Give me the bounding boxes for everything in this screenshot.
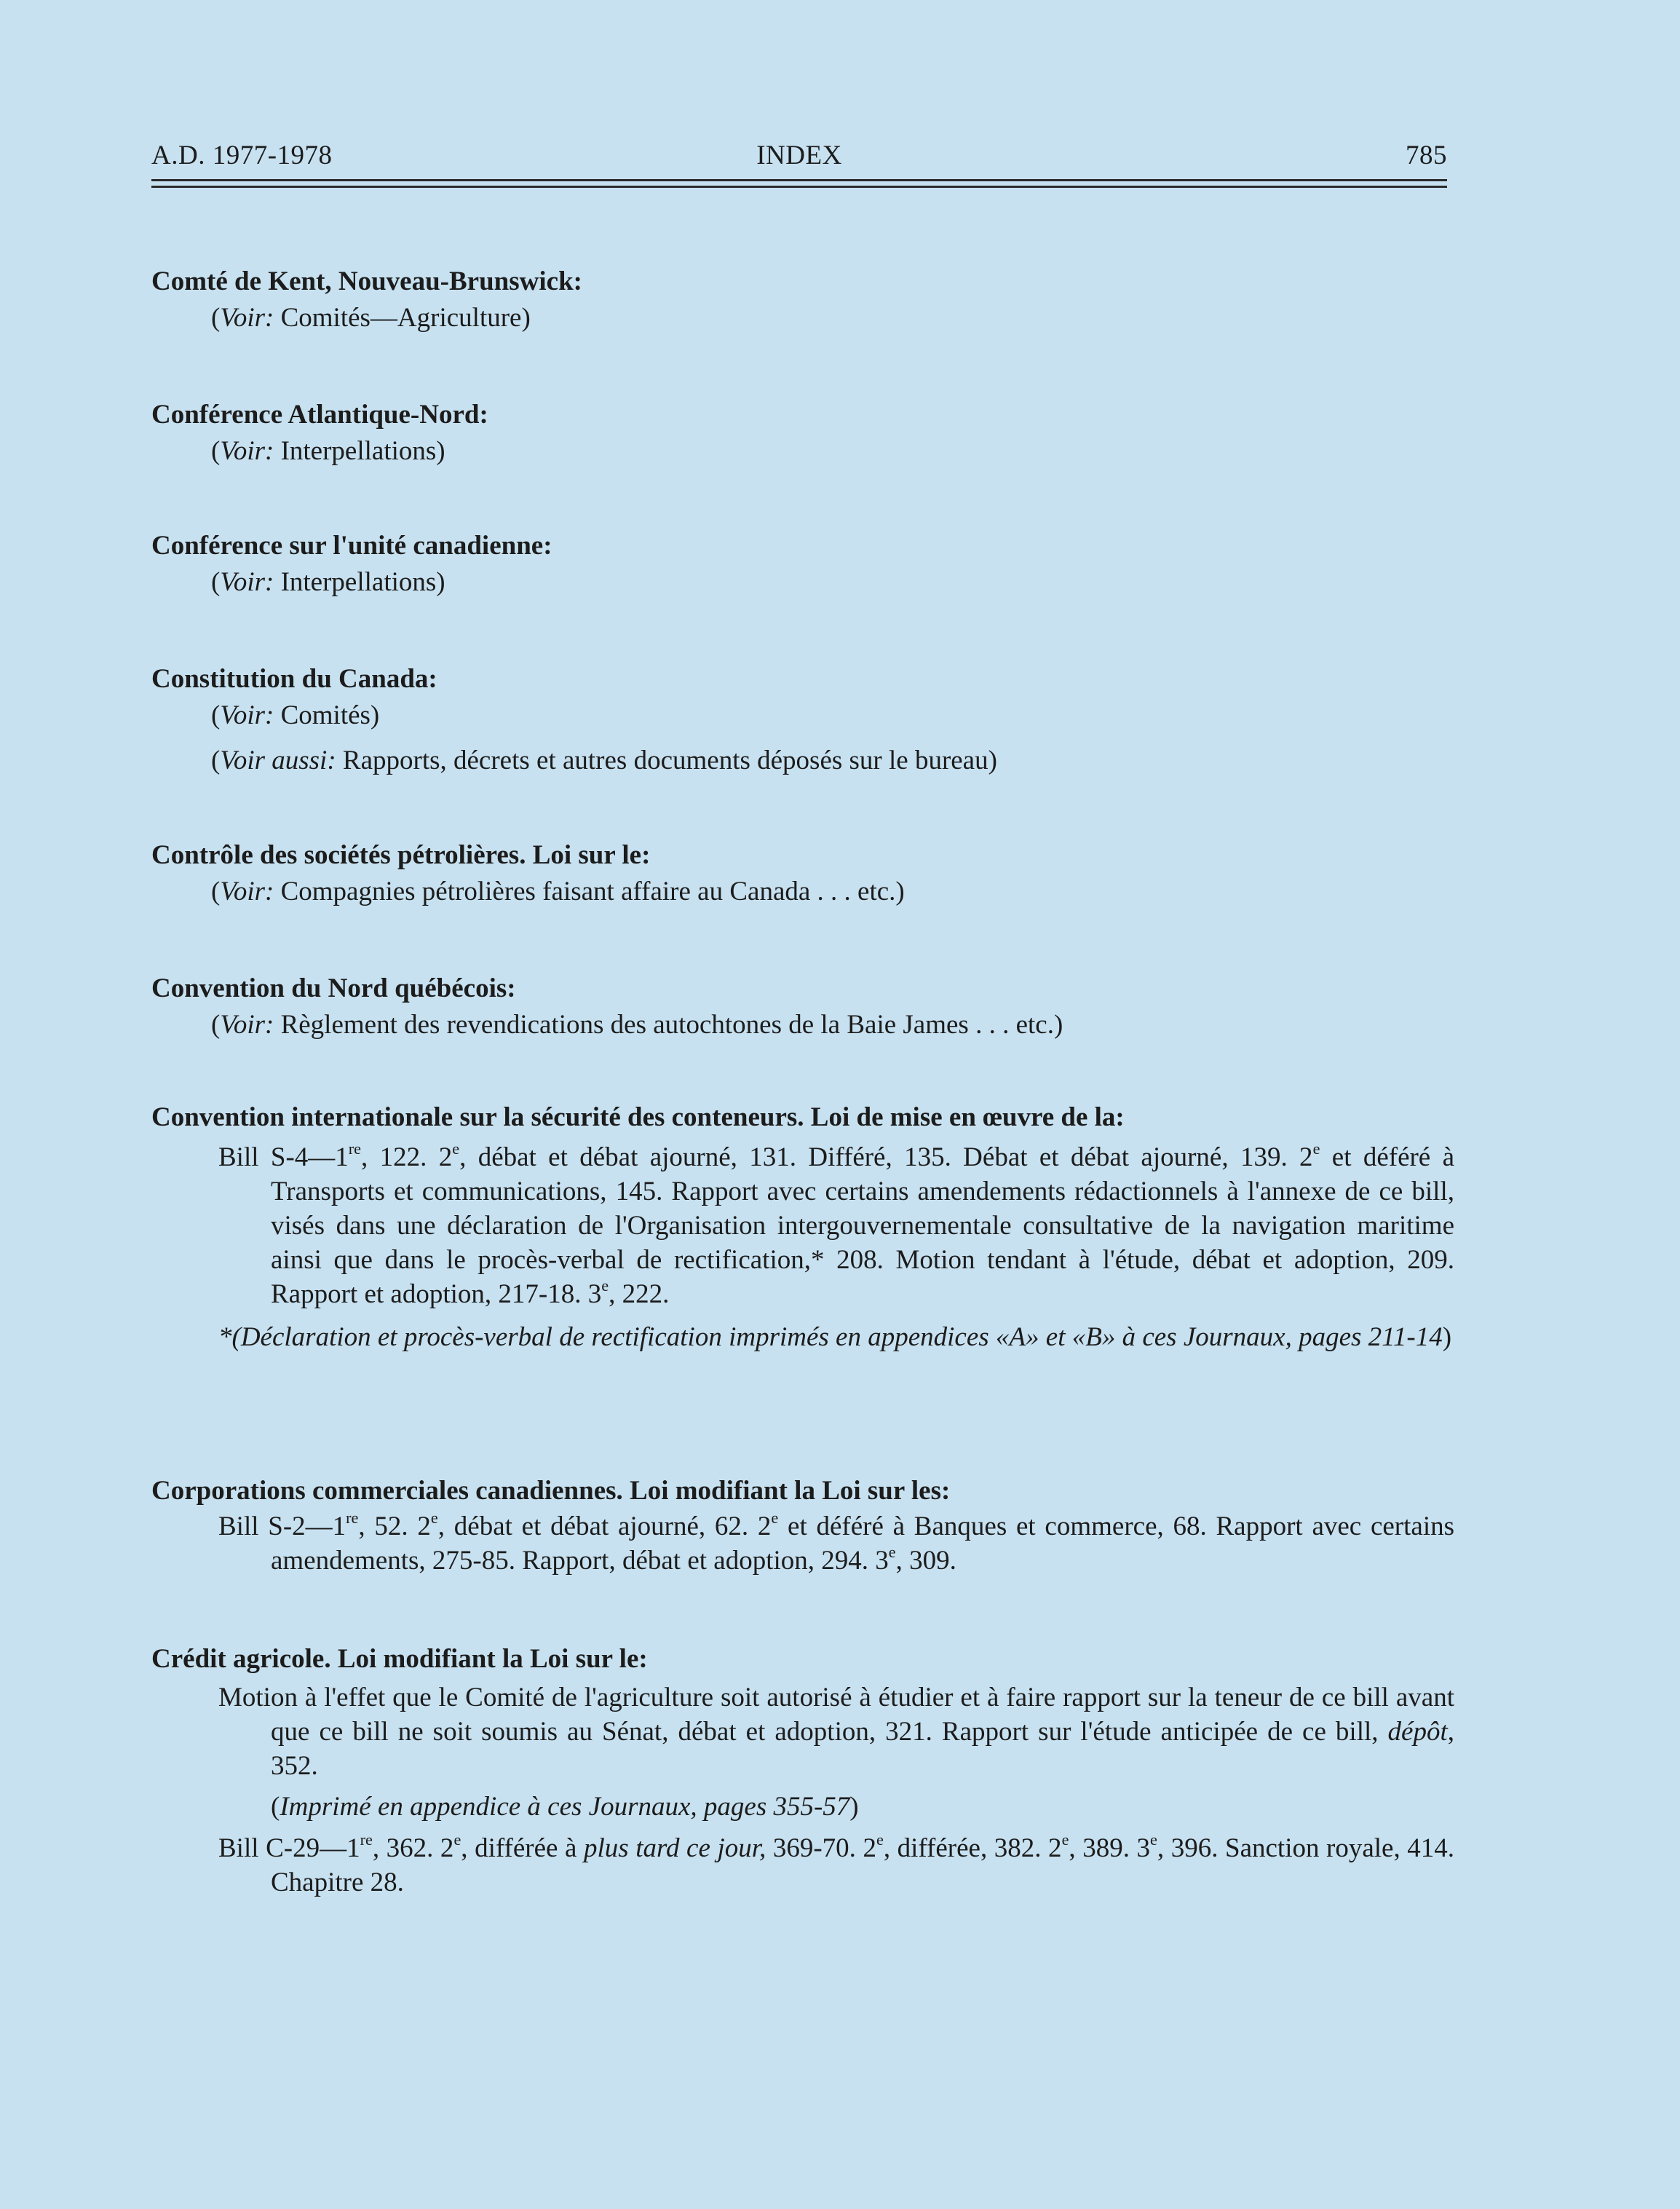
- see-reference: (Voir: Interpellations): [211, 436, 445, 466]
- index-entry-kent: [151, 264, 1454, 336]
- motion-history: Motion à l'effet que le Comité de l'agriculture soit autorisé à étudier et à faire rapport sur la teneur de ce bill avant que ce bill ne soit soumis au Sénat, débat et adoption, 321. Rapport sur l'étude anticipée de ce bill, dépôt, 352.: [218, 1683, 1454, 1781]
- page-number: 785: [1406, 141, 1447, 170]
- header-years: A.D. 1977-1978: [151, 141, 333, 170]
- see-reference: (Voir: Règlement des revendications des autochtones de la Baie James . . . etc.): [211, 1010, 1063, 1040]
- see-reference: (Voir: Comités): [211, 700, 380, 730]
- see-reference: (Voir: Compagnies pétrolières faisant affaire au Canada . . . etc.): [211, 877, 905, 906]
- index-entry-unite: [151, 528, 1454, 601]
- index-entry-conteneurs: [151, 1099, 1454, 1354]
- appendix-note: (Imprimé en appendice à ces Journaux, pages 355-57): [271, 1792, 859, 1822]
- page-header: [151, 140, 1447, 175]
- bill-history: Bill S-2—1re, 52. 2e, débat et débat ajourné, 62. 2e et déféré à Banques et commerce, 68. Rapport avec certains amendements, 275-85. Rapport, débat et adoption, 294. 3e, 309.: [218, 1509, 1455, 1576]
- header-title: INDEX: [756, 141, 842, 170]
- index-entry-controle: [151, 837, 1454, 910]
- see-reference: (Voir: Comités—Agriculture): [211, 303, 531, 333]
- entry-heading: Comté de Kent, Nouveau-Brunswick:: [151, 266, 582, 296]
- entry-heading: Convention internationale sur la sécurité des conteneurs. Loi de mise en œuvre de la:: [151, 1102, 1125, 1132]
- footnote: *(Déclaration et procès-verbal de rectification imprimés en appendices «A» et «B» à ces Journaux, pages 211-14): [218, 1322, 1452, 1352]
- entry-heading: Constitution du Canada:: [151, 664, 437, 694]
- entry-heading: Conférence Atlantique-Nord:: [151, 400, 488, 430]
- index-entry-credit: [151, 1641, 1454, 1900]
- see-also-reference: (Voir aussi: Rapports, décrets et autres documents déposés sur le bureau): [211, 746, 997, 775]
- entry-heading: Corporations commerciales canadiennes. Loi modifiant la Loi sur les:: [151, 1476, 951, 1506]
- index-entry-constitution: [151, 661, 1454, 779]
- bill-history: Bill S-4—1re, 122. 2e, débat et débat ajourné, 131. Différé, 135. Débat et débat ajourné, 139. 2e et déféré à Transports et communications, 145. Rapport avec certains amendements rédactionnels à l'annexe de ce bill, visés dans une déclaration de l'Organisation intergouvernementale consultative de la navigation maritime ainsi que dans le procès-verbal de rectification,* 208. Motion tendant à l'étude, débat et adoption, 209. Rapport et adoption, 217-18. 3e, 222.: [218, 1139, 1455, 1309]
- header-rule-top: [151, 179, 1447, 181]
- entry-heading: Crédit agricole. Loi modifiant la Loi sur le:: [151, 1644, 648, 1674]
- entry-heading: Contrôle des sociétés pétrolières. Loi sur le:: [151, 840, 651, 870]
- see-reference: (Voir: Interpellations): [211, 567, 445, 597]
- index-entry-nord: [151, 971, 1454, 1043]
- index-entry-atlantique: [151, 397, 1454, 470]
- bill-history: Bill C-29—1re, 362. 2e, différée à plus tard ce jour, 369-70. 2e, différée, 382. 2e, 389. 3e, 396. Sanction royale, 414. Chapitre 28.: [218, 1830, 1455, 1897]
- entry-heading: Convention du Nord québécois:: [151, 973, 516, 1003]
- header-rule-bottom: [151, 186, 1447, 188]
- entry-heading: Conférence sur l'unité canadienne:: [151, 531, 552, 561]
- index-entry-corporations: [151, 1473, 1454, 1578]
